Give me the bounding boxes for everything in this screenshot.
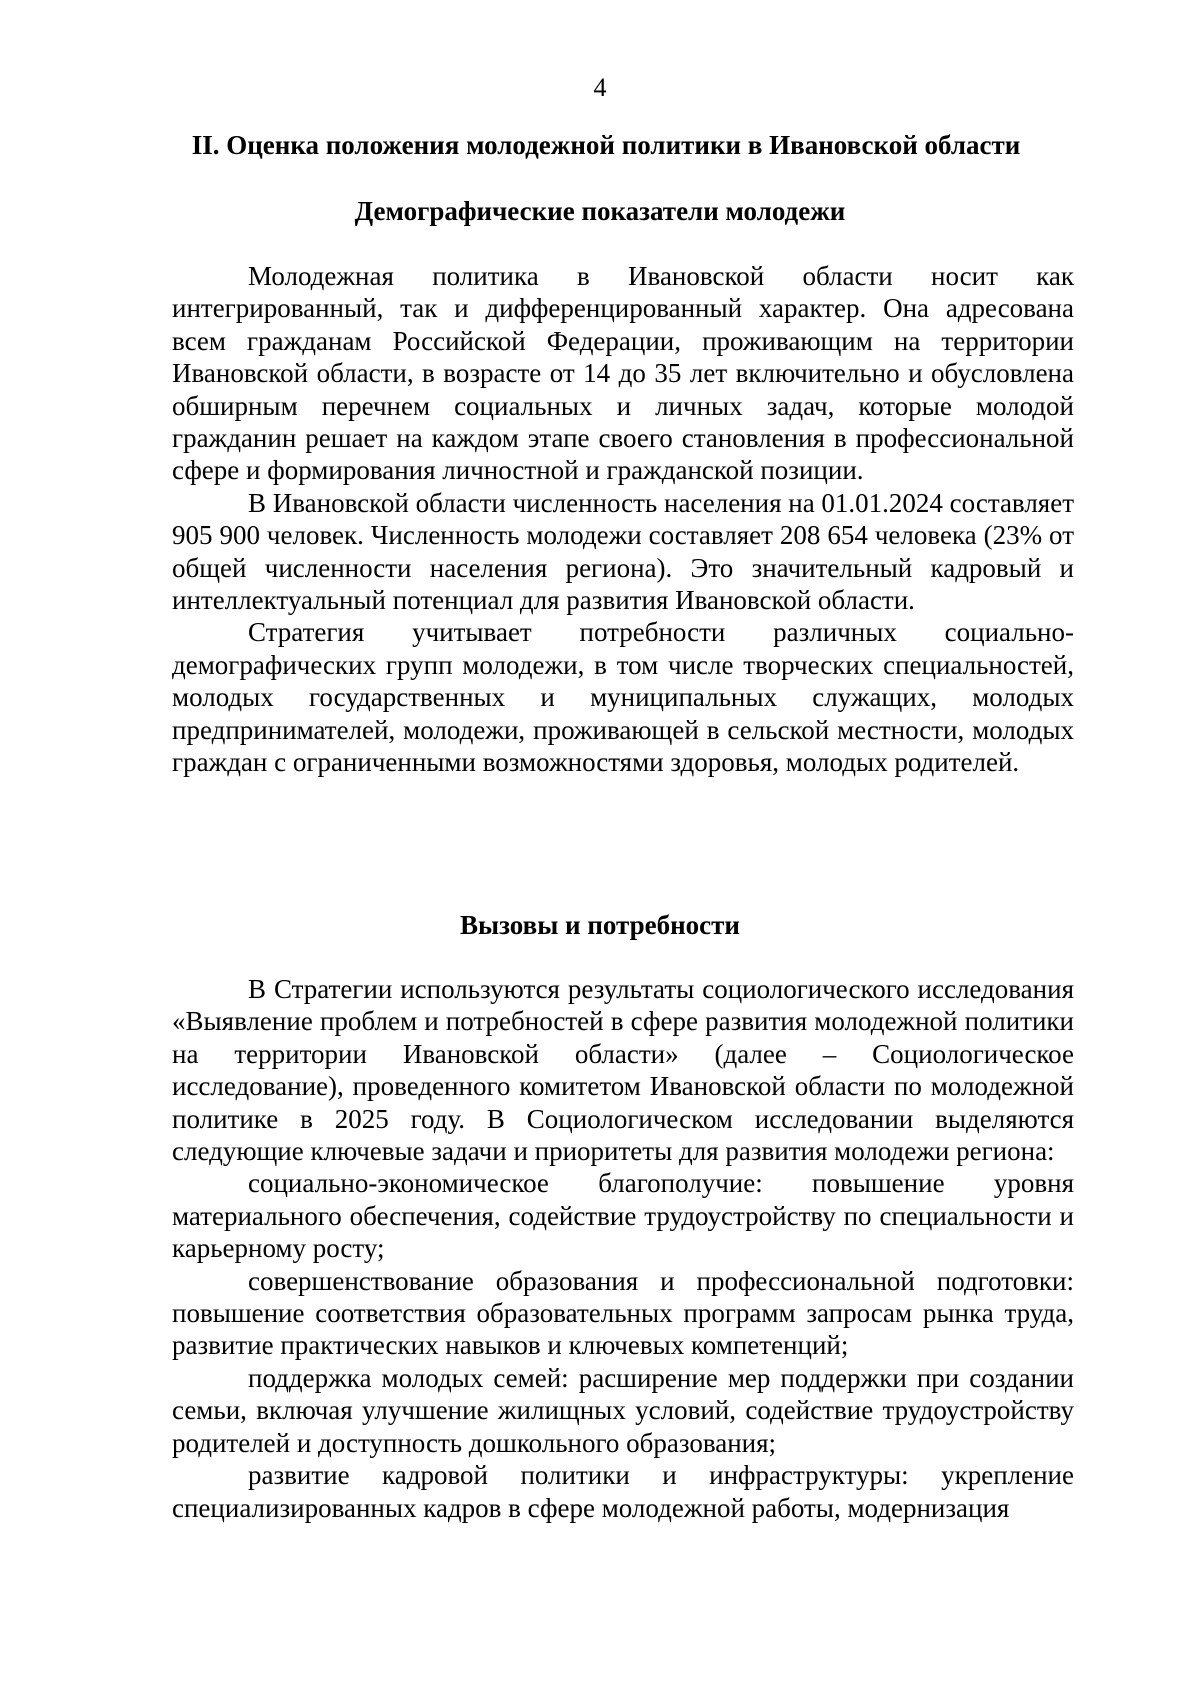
paragraph: Стратегия учитывает потребности различных социально-демографических групп молодежи, в том числе творческих специальностей, молодых государственных и муниципальных служащих, молодых предпринимателей, молодежи, проживающей в сельской местности, молодых граждан с ограниченными возможностями здоровья, молодых родителей. [172, 617, 1074, 778]
list-item: поддержка молодых семей: расширение мер поддержки при создании семьи, включая улучшение жилищных условий, содействие трудоустройству родителей и доступность дошкольного образования; [172, 1362, 1074, 1458]
demographics-text [172, 260, 1074, 779]
list-item: развитие кадровой политики и инфраструктуры: укрепление специализированных кадров в сфере молодежной работы, модернизация [172, 1460, 1074, 1523]
list-item: социально-экономическое благополучие: повышение уровня материального обеспечения, содействие трудоустройству по специальности и карьерному росту; [172, 1168, 1074, 1264]
subsection-title-challenges: Вызовы и потребности [460, 910, 740, 940]
page-number: 4 [593, 73, 607, 102]
paragraph: Молодежная политика в Ивановской области носит как интегрированный, так и дифференцированный характер. Она адресована всем гражданам Российской Федерации, проживающим на территории Ивановской области, в возрасте от 14 до 35 лет включительно и обусловлена обширным перечнем социальных и личных задач, которые молодой гражданин решает на каждом этапе своего становления в профессиональной сфере и формирования личностной и гражданской позиции. [172, 261, 1074, 486]
section-title: II. Оценка положения молодежной политики в Ивановской области [191, 130, 1021, 160]
subsection-title-demographics: Демографические показатели молодежи [354, 196, 846, 226]
challenges-text [172, 973, 1074, 1524]
paragraph: В Стратегии используются результаты социологического исследования «Выявление проблем и потребностей в сфере развития молодежной политики на территории Ивановской области» (далее – Социологическое исследование), проведенного комитетом Ивановской области по молодежной политике в 2025 году. В Социологическом исследовании выделяются следующие ключевые задачи и приоритеты для развития молодежи региона: [172, 974, 1074, 1167]
list-item: совершенствование образования и профессиональной подготовки: повышение соответствия образовательных программ запросам рынка труда, развитие практических навыков и ключевых компетенций; [172, 1265, 1074, 1361]
paragraph: В Ивановской области численность населения на 01.01.2024 составляет 905 900 человек. Численность молодежи составляет 208 654 человека (23% от общей численности населения региона). Это значительный кадровый и интеллектуальный потенциал для развития Ивановской области. [172, 487, 1075, 616]
